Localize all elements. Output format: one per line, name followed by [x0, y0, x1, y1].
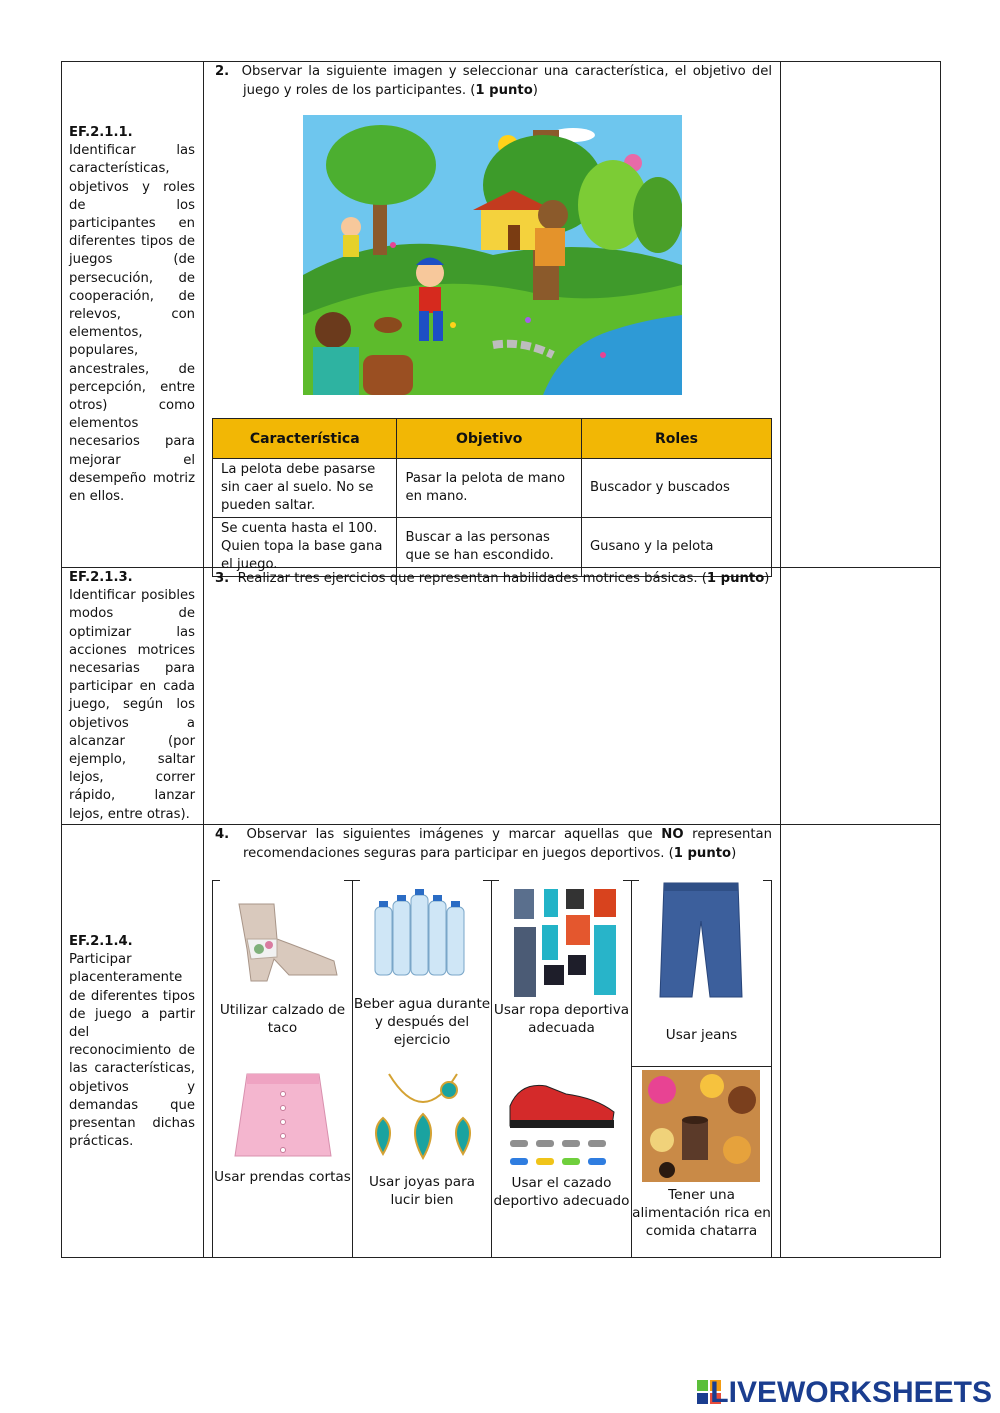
criterion-ef-2-1-1: [69, 124, 195, 506]
option-tile[interactable]: [213, 1068, 352, 1257]
sneakers-icon: [506, 1076, 618, 1172]
criterion-text: Identificar las características, objetivos y roles de los participantes en diferentes tipos de juegos (de persecución, de cooperación, de relevos, con elementos, populares, ancestrales, de percepción, entre otros) como elementos necesarios para mejorar el desempeño motriz en ellos.: [69, 143, 195, 505]
question-number: 3.: [215, 571, 230, 586]
table-row: [213, 518, 772, 577]
grid-line: [203, 61, 204, 1258]
table-cell-characteristic[interactable]: Se cuenta hasta el 100. Quien topa la base gana el juego.: [213, 518, 397, 577]
option-label: Usar el cazado deportivo adecuado: [493, 1175, 630, 1209]
jeans-icon: [658, 881, 744, 999]
question-close: ): [532, 83, 538, 98]
table-header-row: [213, 419, 772, 459]
option-label: Usar ropa deportiva adecuada: [493, 1002, 630, 1036]
option-tile[interactable]: [213, 881, 352, 1067]
option-label: Utilizar calzado de taco: [219, 1002, 346, 1036]
option-tile[interactable]: [632, 881, 771, 1067]
question-text: Realizar tres ejercicios que representan habilidades motrices básicas. (: [237, 571, 707, 586]
criterion-text: Identificar posibles modos de optimizar las acciones motrices necesarias para participar en cada juego, según los objetivos a alcanzar (por ejemplo, saltar lejos, correr rápido, lanzar lejos, entre otras).: [69, 588, 195, 822]
option-tile[interactable]: [632, 1068, 771, 1257]
table-cell-roles[interactable]: Buscador y buscados: [581, 459, 771, 518]
option-tile[interactable]: [353, 881, 491, 1067]
option-label: Usar joyas para lucir bien: [368, 1174, 476, 1208]
option-label: Usar jeans: [665, 1027, 738, 1043]
criterion-ef-2-1-3: [69, 569, 195, 824]
question-2: [215, 62, 772, 100]
column-header: Característica: [213, 419, 397, 459]
question-3: [215, 569, 772, 588]
question-text: representan recomendaciones seguras para participar en juegos deportivos. (: [243, 827, 772, 861]
option-tile[interactable]: [492, 1068, 631, 1257]
question-text: Observar las siguientes imágenes y marcar aquellas que: [246, 827, 662, 842]
sportswear-icon: [504, 885, 620, 1000]
water-bottles-icon: [373, 887, 473, 979]
table-row: [213, 459, 772, 518]
option-label: Beber agua durante y después del ejercicio: [353, 996, 491, 1048]
grid-line: [61, 61, 62, 1258]
criterion-code: EF.2.1.1.: [69, 125, 133, 140]
short-skirt-icon: [233, 1072, 333, 1160]
option-label: Tener una alimentación rica en comida chatarra: [632, 1187, 771, 1239]
table-cell-objective[interactable]: Buscar a las personas que se han escondido.: [397, 518, 581, 577]
column-header: Roles: [581, 419, 771, 459]
question-points: 1 punto: [673, 846, 732, 861]
column-header: Objetivo: [397, 419, 581, 459]
liveworksheets-brand[interactable]: LIVEWORKSHEETS: [710, 1376, 992, 1409]
question-4: [215, 825, 772, 863]
high-heel-sneaker-icon: [229, 899, 339, 984]
grid-line: [940, 61, 941, 1258]
option-tile[interactable]: [353, 1068, 491, 1257]
option-tile[interactable]: [492, 881, 631, 1067]
question-close: ): [731, 846, 737, 861]
grid-line: [780, 61, 781, 1258]
question-text: Observar la siguiente imagen y seleccionar una característica, el objetivo del juego y roles de los participantes. (: [241, 64, 772, 98]
question-number: 2.: [215, 64, 230, 79]
table-cell-roles[interactable]: Gusano y la pelota: [581, 518, 771, 577]
grid-line: [61, 1257, 941, 1258]
criterion-code: EF.2.1.3.: [69, 570, 133, 585]
park-hide-and-seek-illustration: [303, 115, 682, 395]
criterion-code: EF.2.1.4.: [69, 934, 133, 949]
question-points: 1 punto: [475, 83, 533, 98]
criterion-text: Participar placenteramente de diferentes tipos de juego a partir del reconocimiento de las características, objetivos y demandas que presentan dichas prácticas.: [69, 952, 195, 1150]
grid-line: [771, 880, 772, 1257]
answers-table: [212, 418, 772, 577]
jewelry-icon: [369, 1070, 477, 1172]
junk-food-icon: [642, 1070, 760, 1182]
option-label: Usar prendas cortas: [214, 1169, 351, 1185]
question-number: 4.: [215, 827, 230, 842]
table-cell-objective[interactable]: Pasar la pelota de mano en mano.: [397, 459, 581, 518]
question-close: ): [764, 571, 770, 586]
criterion-ef-2-1-4: [69, 933, 195, 1151]
question-points: 1 punto: [706, 571, 765, 586]
table-cell-characteristic[interactable]: La pelota debe pasarse sin caer al suelo. No se pueden saltar.: [213, 459, 397, 518]
question-emphasis: NO: [661, 827, 684, 842]
